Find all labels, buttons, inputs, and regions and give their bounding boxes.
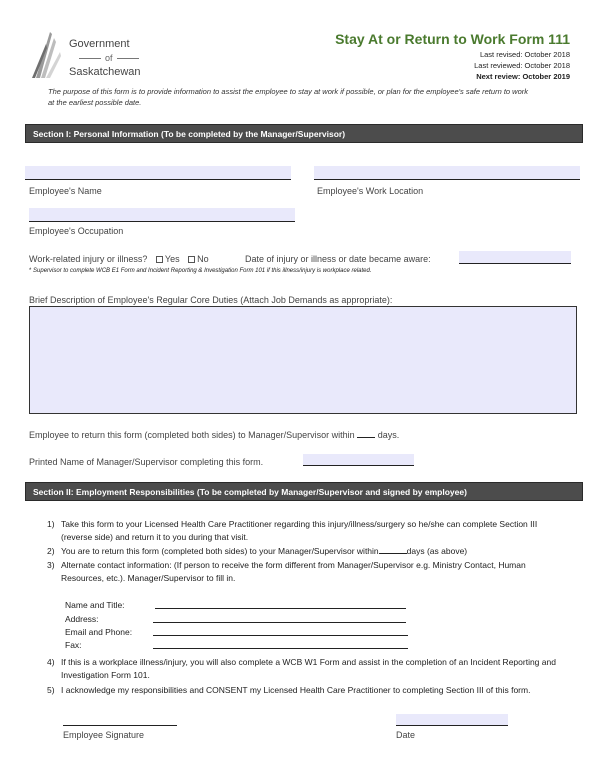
work-related-row xyxy=(29,254,209,264)
org-line1: Government xyxy=(69,38,130,50)
item-text: If this is a workplace illness/injury, you will also complete a WCB W1 Form and assist in the completion of an Incident Reporting and Investigation Form 101. xyxy=(61,657,556,680)
footnote-text: Supervisor to complete WCB E1 Form and Incident Reporting & Investigation Form 101 if this illness/injury is workplace related. xyxy=(33,268,372,274)
item-number: 5) xyxy=(47,685,55,695)
org-line3: Saskatchewan xyxy=(69,66,141,78)
employee-name-field[interactable] xyxy=(25,166,291,180)
item-text-b: days (as above) xyxy=(406,546,468,556)
employee-signature-label: Employee Signature xyxy=(63,730,145,740)
form-title: Stay At or Return to Work Form 111 xyxy=(335,31,570,47)
last-reviewed: Last reviewed: October 2018 xyxy=(474,61,570,70)
printed-name-label: Printed Name of Manager/Supervisor completing this form. xyxy=(29,457,264,467)
yes-checkbox[interactable] xyxy=(156,256,163,263)
occupation-field[interactable] xyxy=(29,208,295,222)
footnote xyxy=(29,268,372,274)
contact-fax-field[interactable] xyxy=(153,638,408,649)
signature-date-label: Date xyxy=(396,730,416,740)
employee-name-label: Employee's Name xyxy=(29,186,102,196)
item-text: Take this form to your Licensed Health Care Practitioner regarding this injury/illness/surgery so he/she can complete Section III (reverse side) and return it to you during that visit. xyxy=(61,519,538,542)
purpose-statement: The purpose of this form is to provide information to assist the employee to stay at work if possible, or plan for the employee's safe return to work at the earliest possible date. xyxy=(48,87,528,107)
section-1-header: Section I: Personal Information (To be completed by the Manager/Supervisor) xyxy=(25,124,583,143)
org-of: of xyxy=(69,51,143,65)
contact-fax-label: Fax: xyxy=(65,640,82,650)
return-label-b: days. xyxy=(377,430,400,440)
item-number: 2) xyxy=(47,546,55,556)
employee-signature-field[interactable] xyxy=(63,714,177,726)
saskatchewan-logo-icon xyxy=(30,30,64,80)
return-label-a: Employee to return this form (completed both sides) to Manager/Supervisor within xyxy=(29,430,355,440)
list-item xyxy=(47,545,557,558)
printed-name-field[interactable] xyxy=(303,454,414,466)
no-checkbox[interactable] xyxy=(188,256,195,263)
no-label: No xyxy=(197,254,209,264)
section-2-header: Section II: Employment Responsibilities (To be completed by Manager/Supervisor and signed by employee) xyxy=(25,482,583,501)
work-related-label: Work-related injury or illness? xyxy=(29,254,148,264)
return-days-field[interactable] xyxy=(357,429,375,438)
duties-textarea[interactable] xyxy=(29,306,577,414)
contact-address-field[interactable] xyxy=(153,612,406,623)
occupation-label: Employee's Occupation xyxy=(29,226,124,236)
date-of-injury-field[interactable] xyxy=(459,251,571,264)
item-number: 1) xyxy=(47,519,55,529)
contact-email-field[interactable] xyxy=(153,625,408,636)
footnote-star: * xyxy=(29,268,32,274)
duties-label: Brief Description of Employee's Regular Core Duties (Attach Job Demands as appropriate): xyxy=(29,295,393,305)
return-days-field-2[interactable] xyxy=(379,545,407,554)
return-days-label xyxy=(29,429,399,440)
list-item xyxy=(47,684,557,697)
contact-address-label: Address: xyxy=(65,614,99,624)
next-review: Next review: October 2019 xyxy=(476,72,570,81)
item-text-a: You are to return this form (completed both sides) to your Manager/Supervisor within xyxy=(61,546,379,556)
item-text xyxy=(47,545,557,558)
item-number: 4) xyxy=(47,657,55,667)
contact-name-field[interactable] xyxy=(155,598,406,609)
item-text: I acknowledge my responsibilities and CONSENT my Licensed Health Care Practitioner to completing Section III of this form. xyxy=(61,685,531,695)
contact-name-label: Name and Title: xyxy=(65,600,125,610)
signature-date-field[interactable] xyxy=(396,714,508,726)
work-location-field[interactable] xyxy=(314,166,580,180)
list-item xyxy=(47,656,557,682)
contact-email-label: Email and Phone: xyxy=(65,627,133,637)
date-of-injury-label: Date of injury or illness or date became aware: xyxy=(245,254,431,264)
work-location-label: Employee's Work Location xyxy=(317,186,424,196)
org-name xyxy=(69,37,143,79)
item-text: Alternate contact information: (If person to receive the form different from Manager/Supervisor e.g. Ministry Contact, Human Resources, etc.). Manager/Supervisor to fill in. xyxy=(61,560,526,583)
yes-label: Yes xyxy=(164,254,180,264)
list-item xyxy=(47,518,557,544)
item-number: 3) xyxy=(47,560,55,570)
last-revised: Last revised: October 2018 xyxy=(479,50,570,59)
list-item xyxy=(47,559,557,585)
